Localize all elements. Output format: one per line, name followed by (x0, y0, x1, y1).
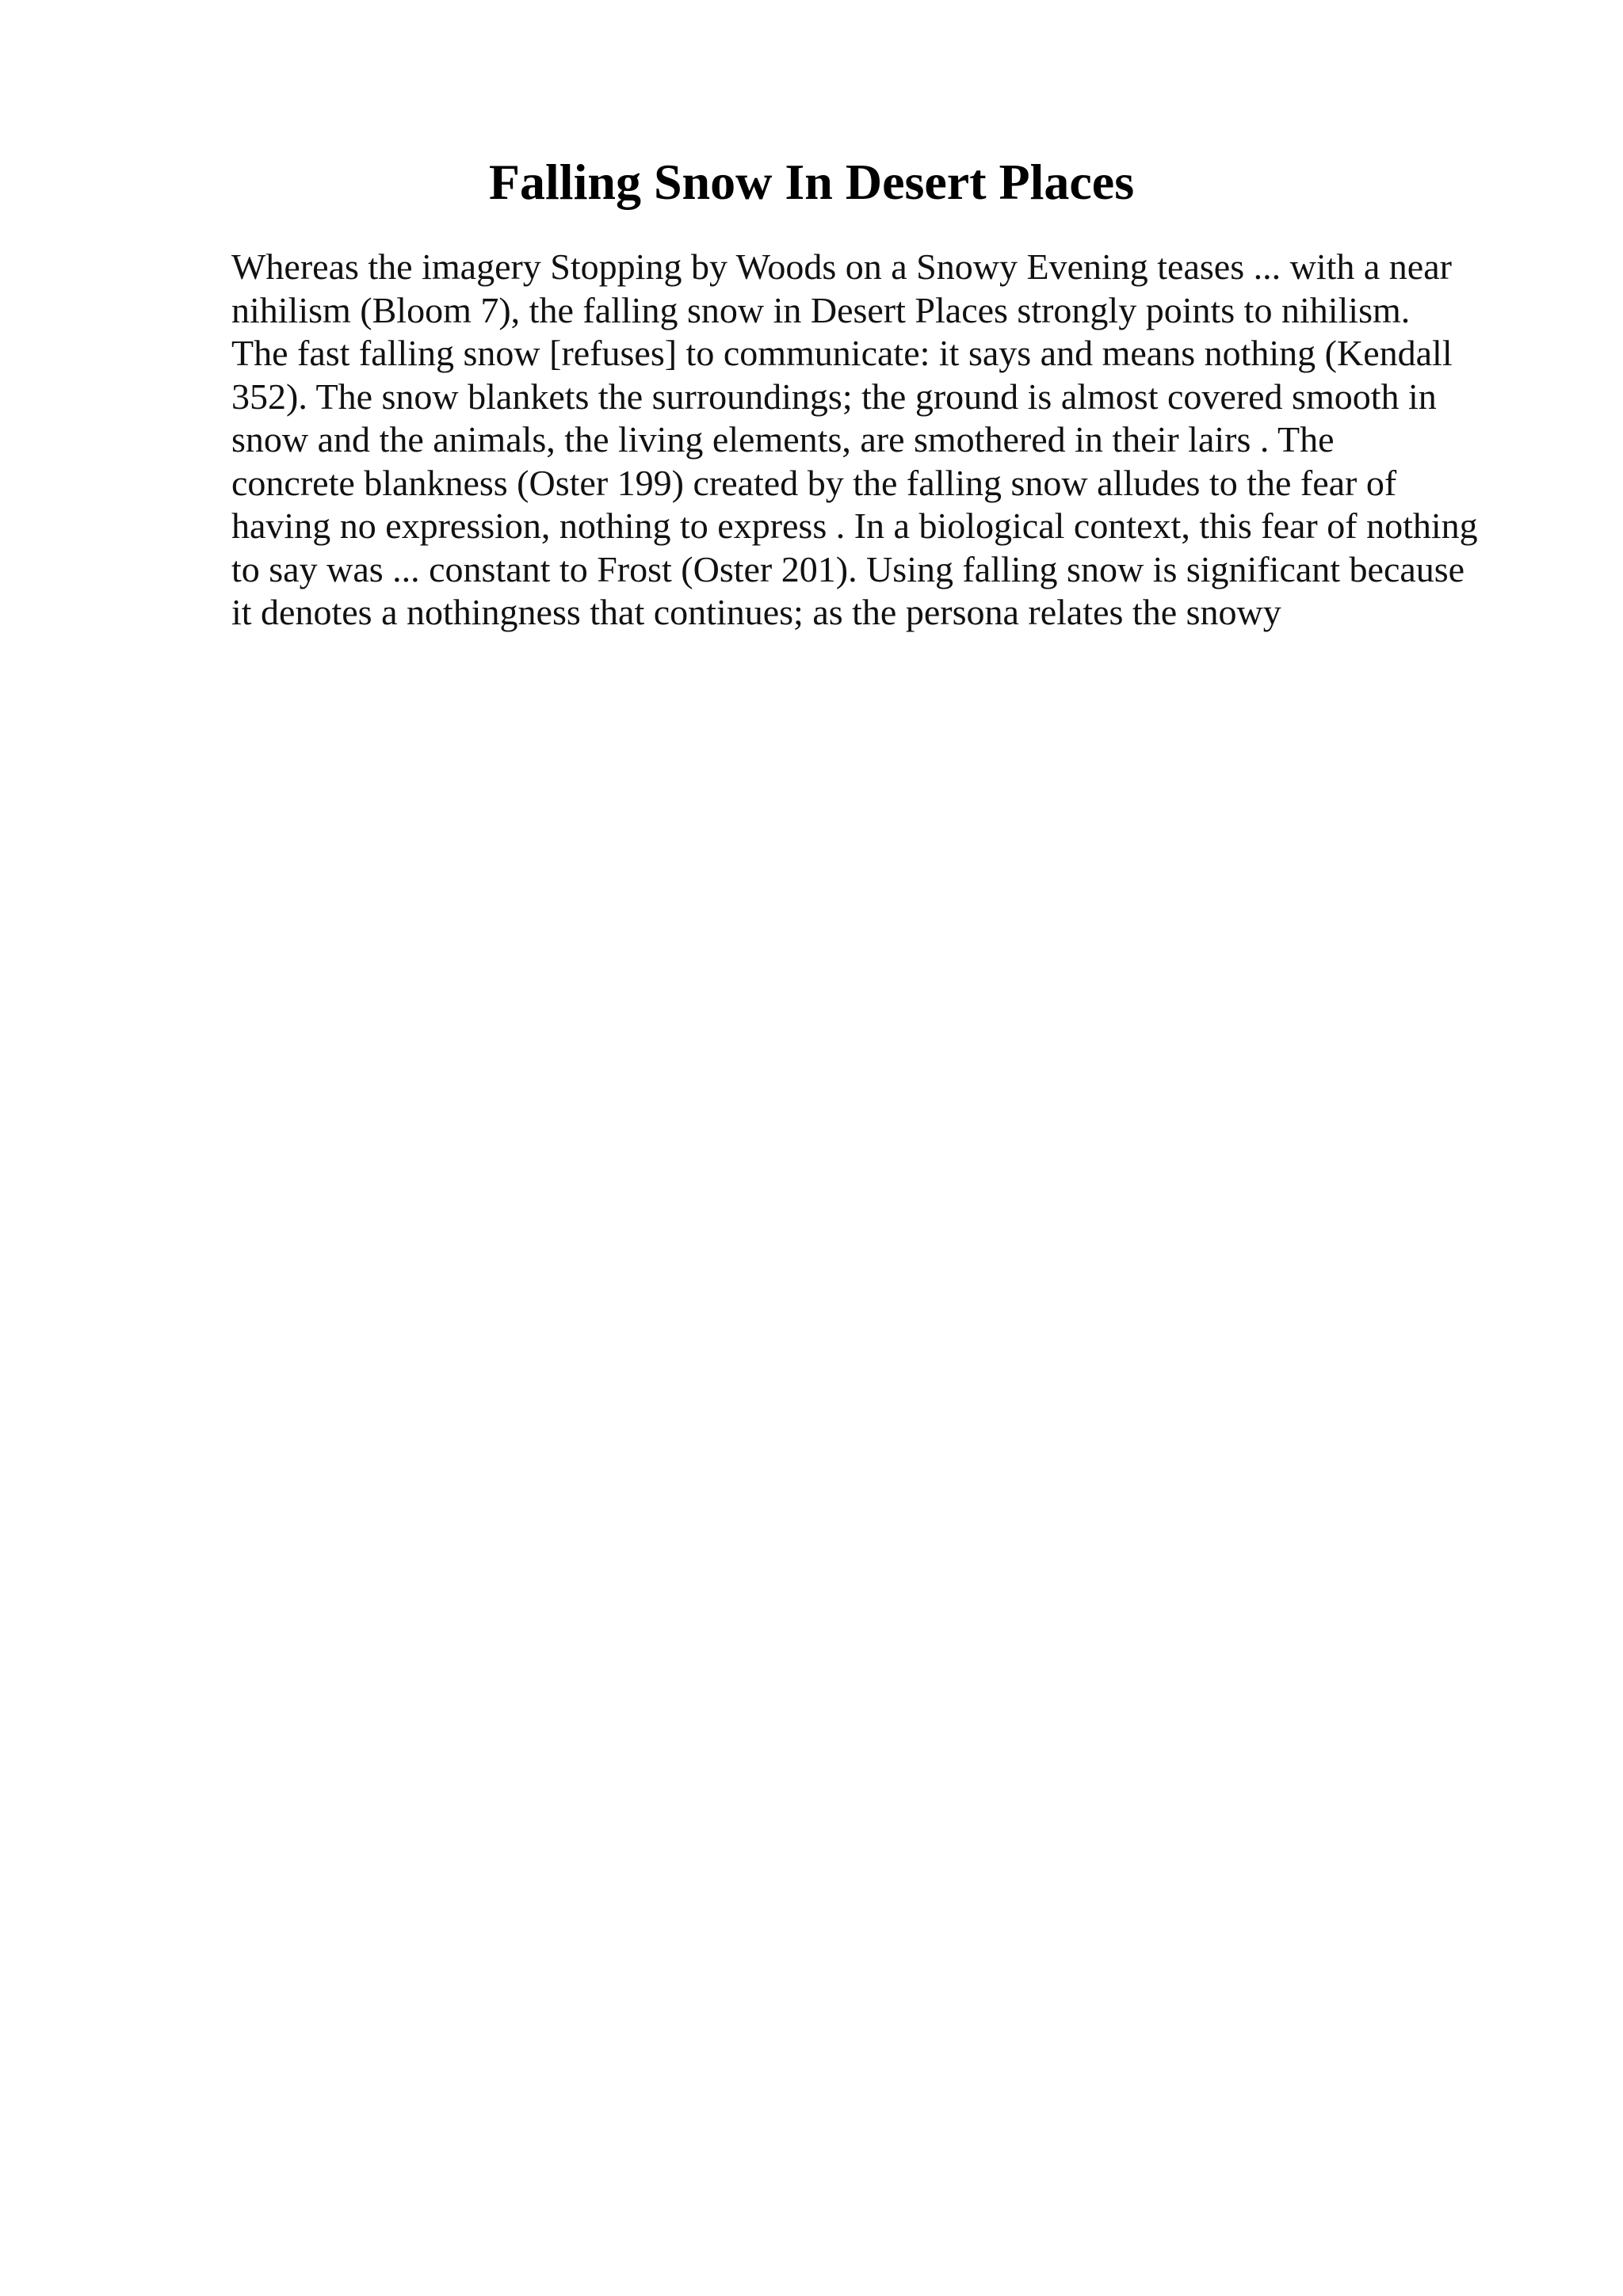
page-title: Falling Snow In Desert Places (488, 154, 1135, 210)
text-line: Whereas the imagery Stopping by Woods on a Snowy Evening teases ... with a near (231, 246, 1452, 287)
text-line: snow and the animals, the living elements, are smothered in their lairs . The (231, 419, 1335, 460)
text-line: The fast falling snow [refuses] to communicate: it says and means nothing (Kendall (231, 333, 1453, 373)
text-line: nihilism (Bloom 7), the falling snow in Desert Places strongly points to nihilism. (231, 289, 1411, 330)
body-paragraph (231, 246, 1515, 635)
text-line: concrete blankness (Oster 199) created by the falling snow alludes to the fear of (231, 462, 1397, 503)
text-line: to say was ... constant to Frost (Oster 201). Using falling snow is significant because (231, 548, 1465, 589)
text-line: 352). The snow blankets the surroundings; the ground is almost covered smooth in (231, 376, 1437, 417)
text-line: it denotes a nothingness that continues; as the persona relates the snowy (231, 592, 1281, 632)
text-line: having no expression, nothing to express . In a biological context, this fear of nothing (231, 505, 1478, 546)
